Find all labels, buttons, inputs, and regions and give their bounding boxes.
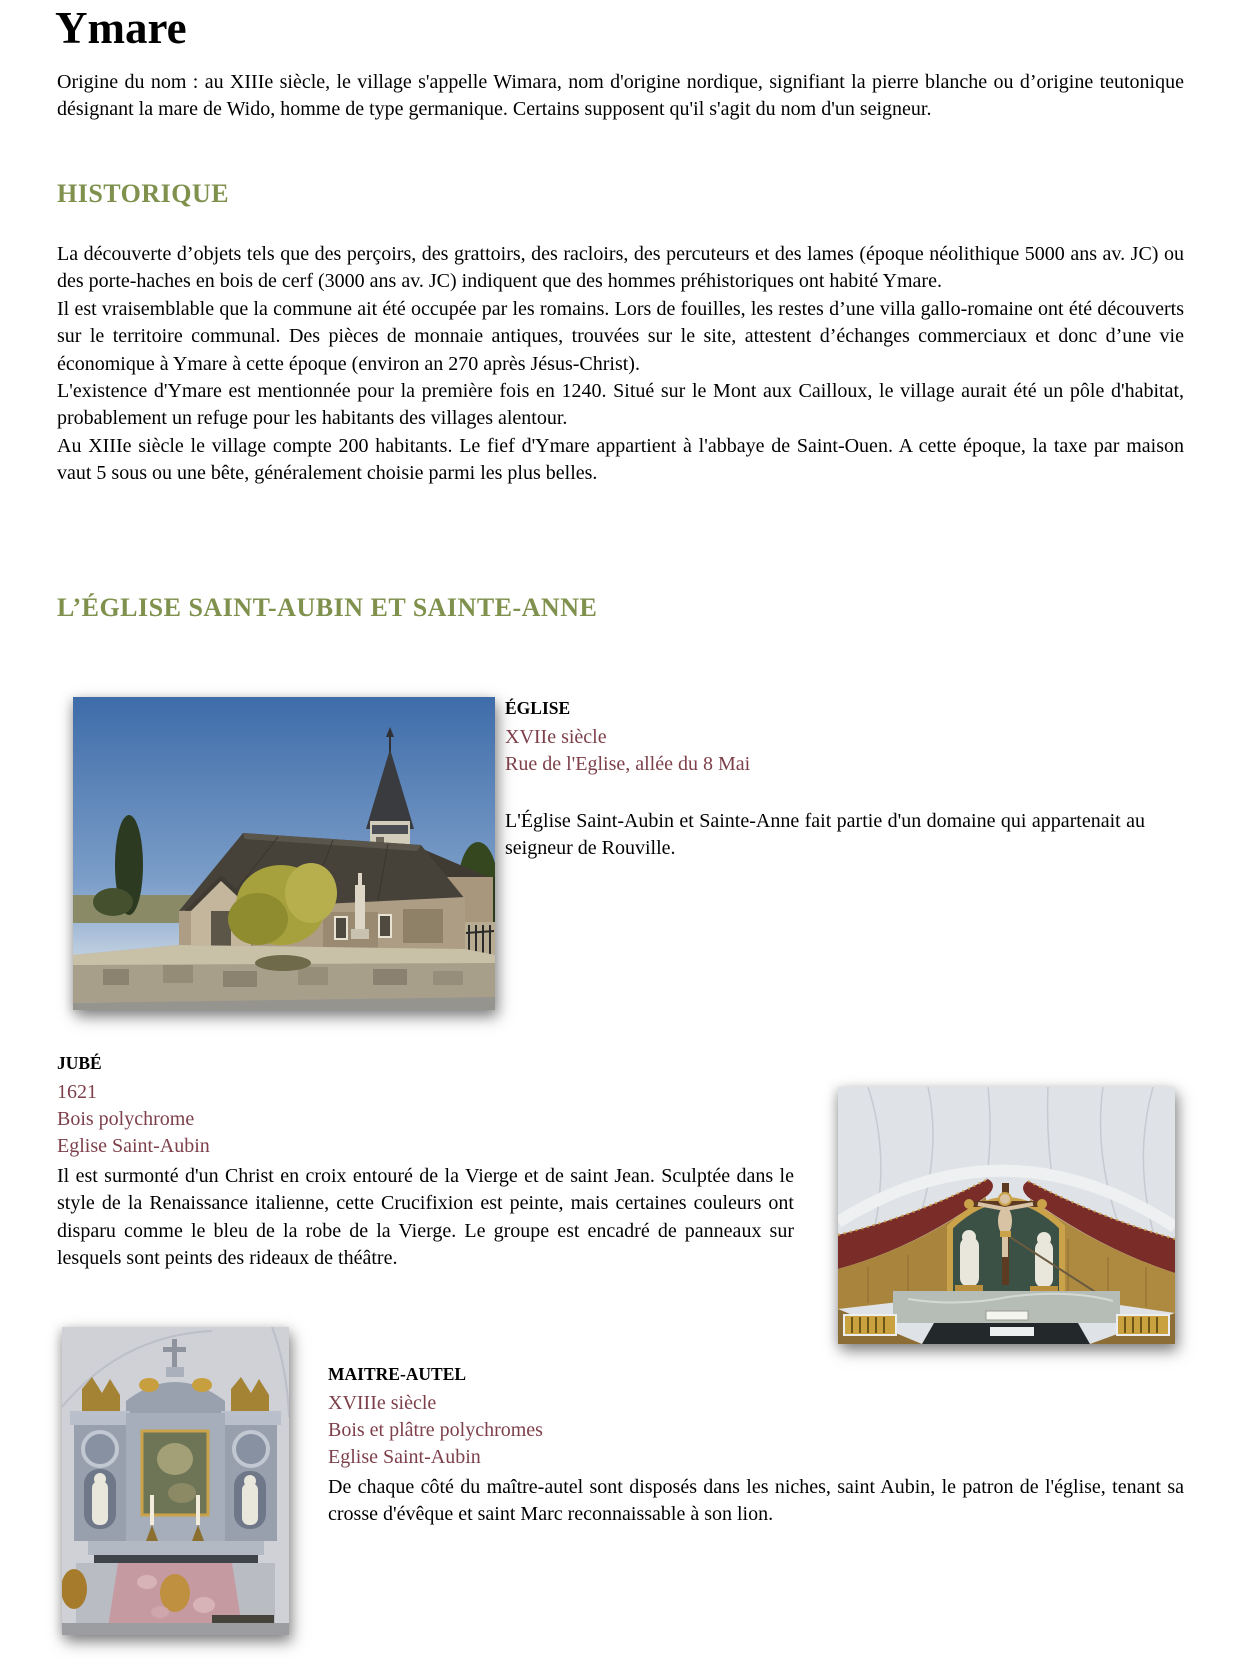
jube-material: Bois polychrome [57, 1108, 195, 1130]
eglise-period: XVIIe siècle [505, 726, 607, 748]
historique-paragraph: La découverte d’objets tels que des perçoirs, des grattoirs, des racloirs, des percuteurs et des lames (époque néolithique 5000 ans av. JC) ou des porte-haches en bois de cerf (3000 ans av. JC) indiquent que des hommes préhistoriques ont habité Ymare. [57, 243, 1184, 293]
high-altar-illustration [62, 1327, 289, 1635]
section-heading-historique: HISTORIQUE [57, 179, 230, 208]
section-heading-eglise: L’ÉGLISE SAINT-AUBIN ET SAINTE-ANNE [57, 593, 598, 622]
historique-paragraph: Il est vraisemblable que la commune ait été occupée par les romains. Lors de fouilles, les restes d’une villa gallo-romaine ont été découverts sur le territoire communal. Des pièces de monnaie antiques, trouvées sur le site, attestent d’échanges commerciaux et donc d’une vie économique à Ymare à cette époque (environ an 270 après Jésus-Christ). [57, 297, 1184, 375]
maitre-autel-label: MAITRE-AUTEL [328, 1364, 467, 1384]
high-altar-photo [62, 1327, 289, 1635]
church-exterior-photo [73, 697, 495, 1010]
page-title: Ymare [55, 3, 187, 53]
eglise-label: ÉGLISE [505, 698, 571, 718]
maitre-autel-material: Bois et plâtre polychromes [328, 1419, 543, 1441]
historique-text [57, 241, 1184, 488]
historique-paragraph: Au XIIIe siècle le village compte 200 habitants. Le fief d'Ymare appartient à l'abbaye de Saint-Ouen. A cette époque, la taxe par maison vaut 5 sous ou une bête, généralement choisie parmi les plus belles. [57, 434, 1184, 485]
maitre-autel-period: XVIIIe siècle [328, 1392, 437, 1414]
rood-screen-illustration [838, 1087, 1175, 1344]
intro-paragraph: Origine du nom : au XIIIe siècle, le village s'appelle Wimara, nom d'origine nordique, signifiant la pierre blanche ou d’origine teutonique désignant la mare de Wido, homme de type germanique. Certains supposent qu'il s'agit du nom d'un seigneur. [57, 71, 1184, 120]
eglise-address: Rue de l'Eglise, allée du 8 Mai [505, 753, 751, 775]
jube-label: JUBÉ [57, 1053, 102, 1073]
eglise-caption [505, 698, 1150, 862]
maitre-autel-location: Eglise Saint-Aubin [328, 1446, 481, 1468]
rood-screen-photo [838, 1087, 1175, 1344]
maitre-autel-caption [328, 1364, 1184, 1528]
jube-location: Eglise Saint-Aubin [57, 1135, 210, 1157]
historique-paragraph: L'existence d'Ymare est mentionnée pour la première fois en 1240. Situé sur le Mont aux Cailloux, le village aurait été un pôle d'habitat, probablement un refuge pour les habitants des villages alentour. [57, 380, 1184, 430]
maitre-autel-description: De chaque côté du maître-autel sont disposés dans les niches, saint Aubin, le patron de l'église, tenant sa crosse d'évêque et saint Marc reconnaissable à son lion. [328, 1476, 1184, 1525]
jube-description: Il est surmonté d'un Christ en croix entouré de la Vierge et de saint Jean. Sculptée dans le style de la Renaissance italienne, cette Crucifixion est peinte, mais certaines couleurs ont disparu comme le bleu de la robe de la Vierge. Le groupe est encadré de panneaux sur lesquels sont peints des rideaux de théâtre. [57, 1165, 794, 1270]
jube-caption [57, 1053, 794, 1273]
eglise-description: L'Église Saint-Aubin et Sainte-Anne fait partie d'un domaine qui appartenait au seigneur de Rouville. [505, 810, 1145, 859]
church-photo-illustration [73, 697, 495, 1010]
jube-year: 1621 [57, 1081, 97, 1103]
